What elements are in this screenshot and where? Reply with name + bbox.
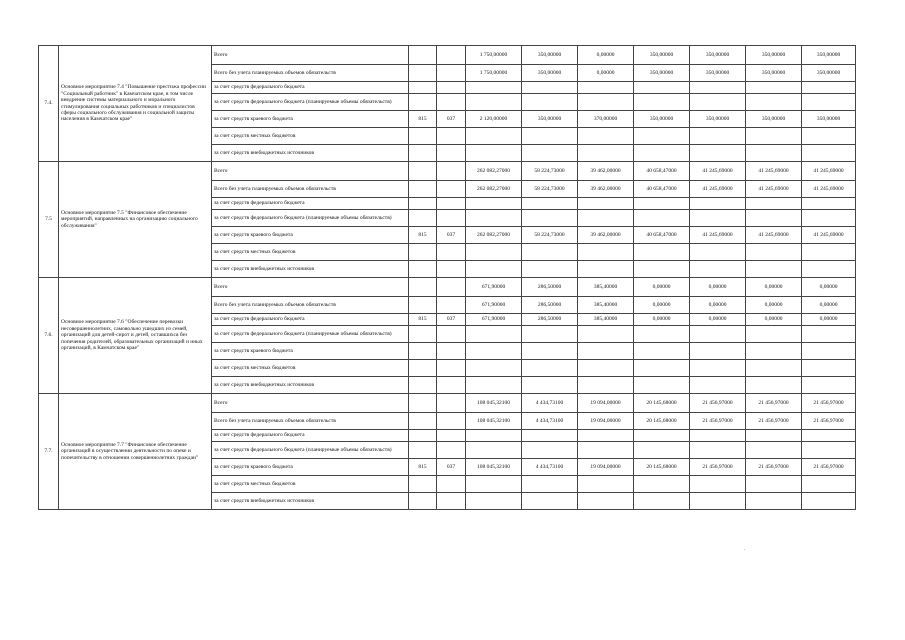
amount-cell [522,128,578,145]
amount-cell: 41 245,69000 [802,181,856,198]
grbs-code: 815 [409,227,437,244]
amount-cell [634,476,690,493]
amount-cell: 108 045,32100 [466,413,522,430]
grbs-code [409,297,437,314]
amount-cell: 350,00000 [522,46,578,65]
amount-cell: 40 658,47000 [634,162,690,181]
section-index: 7.7. [39,394,59,510]
amount-cell: 40 658,47000 [634,227,690,244]
section-code [437,430,466,442]
grbs-code [409,46,437,65]
amount-cell: 21 456,97000 [690,394,746,413]
section-code [437,278,466,297]
section-code: 037 [437,459,466,476]
budget-table [38,45,856,510]
amount-cell: 39 462,00000 [578,162,634,181]
funding-source: за счет средств краевого бюджета [212,227,409,244]
grbs-code [409,493,437,510]
section-code [437,394,466,413]
table-row [39,278,856,297]
amount-cell [522,210,578,227]
section-code [437,65,466,82]
amount-cell: 370,00000 [578,111,634,128]
amount-cell [466,261,522,278]
amount-cell [578,198,634,210]
amount-cell [522,94,578,111]
grbs-code [409,198,437,210]
amount-cell [634,261,690,278]
amount-cell [746,128,802,145]
amount-cell [746,82,802,94]
amount-cell: 350,00000 [690,111,746,128]
amount-cell [746,343,802,360]
amount-cell: 19 094,00000 [578,413,634,430]
amount-cell: 286,50000 [522,278,578,297]
section-code [437,343,466,360]
amount-cell [634,442,690,459]
amount-cell [466,210,522,227]
amount-cell: 39 462,00000 [578,181,634,198]
amount-cell [522,244,578,261]
funding-source: за счет средств местных бюджетов [212,244,409,261]
amount-cell: 671,90000 [466,297,522,314]
amount-cell [522,476,578,493]
amount-cell: 0,00000 [746,278,802,297]
section-code [437,145,466,162]
amount-cell: 671,90000 [466,278,522,297]
amount-cell [802,326,856,343]
amount-cell [634,493,690,510]
amount-cell: 21 456,97000 [690,459,746,476]
amount-cell [690,442,746,459]
amount-cell [690,128,746,145]
amount-cell: 0,00000 [802,278,856,297]
amount-cell [466,343,522,360]
amount-cell [746,476,802,493]
section-code: 037 [437,227,466,244]
amount-cell [690,360,746,377]
amount-cell [578,343,634,360]
amount-cell [578,210,634,227]
amount-cell: 41 245,69000 [690,162,746,181]
amount-cell [690,493,746,510]
amount-cell [522,430,578,442]
funding-source: за счет средств федерального бюджета [212,430,409,442]
amount-cell: 350,00000 [802,46,856,65]
section-code [437,162,466,181]
amount-cell [466,244,522,261]
amount-cell [578,476,634,493]
grbs-code [409,94,437,111]
amount-cell [578,430,634,442]
section-code [437,442,466,459]
section-title: Основное мероприятие 7.4 "Повышение престижа профессии "Социальный работник" в Камчатском крае, в том числе внедрение системы материального и морального стимулирования социальных работников и специалистов сферы социального обслуживания и социальной защиты населения в Камчатском крае" [59,46,212,162]
amount-cell [578,326,634,343]
section-code [437,210,466,227]
section-code [437,198,466,210]
amount-cell: 58 224,73000 [522,227,578,244]
section-code [437,46,466,65]
amount-cell: 0,00000 [746,297,802,314]
amount-cell: 350,00000 [522,65,578,82]
amount-cell: 58 224,73000 [522,162,578,181]
grbs-code [409,162,437,181]
amount-cell: 0,00000 [690,278,746,297]
amount-cell [802,244,856,261]
funding-source: Всего без учета планируемых объемов обязательств [212,181,409,198]
amount-cell [690,261,746,278]
amount-cell [746,210,802,227]
amount-cell [466,145,522,162]
amount-cell [746,442,802,459]
amount-cell [578,360,634,377]
amount-cell [578,145,634,162]
amount-cell [522,343,578,360]
amount-cell: 350,00000 [634,111,690,128]
grbs-code [409,360,437,377]
grbs-code [409,145,437,162]
amount-cell [578,377,634,394]
amount-cell [746,360,802,377]
amount-cell: 21 456,97000 [746,413,802,430]
funding-source: Всего без учета планируемых объемов обязательств [212,413,409,430]
amount-cell [634,360,690,377]
amount-cell [690,94,746,111]
amount-cell [634,377,690,394]
grbs-code [409,394,437,413]
section-code [437,360,466,377]
amount-cell [746,198,802,210]
amount-cell: 39 462,00000 [578,227,634,244]
amount-cell: 19 094,00000 [578,394,634,413]
section-code [437,82,466,94]
grbs-code: 815 [409,314,437,326]
amount-cell [746,377,802,394]
amount-cell: 671,90000 [466,314,522,326]
amount-cell [578,82,634,94]
grbs-code [409,442,437,459]
amount-cell: 350,00000 [746,46,802,65]
amount-cell: 286,50000 [522,314,578,326]
grbs-code [409,278,437,297]
grbs-code [409,244,437,261]
amount-cell: 350,00000 [746,111,802,128]
section-code [437,181,466,198]
funding-source: за счет средств федерального бюджета [212,82,409,94]
funding-source: за счет средств местных бюджетов [212,360,409,377]
amount-cell: 0,00000 [690,314,746,326]
amount-cell [522,82,578,94]
amount-cell: 350,00000 [634,65,690,82]
amount-cell: 350,00000 [690,46,746,65]
amount-cell: 108 045,32100 [466,459,522,476]
amount-cell [802,82,856,94]
section-code [437,493,466,510]
grbs-code [409,377,437,394]
section-code [437,377,466,394]
amount-cell [690,377,746,394]
amount-cell: 20 145,68000 [634,413,690,430]
amount-cell [690,343,746,360]
section-code [437,261,466,278]
amount-cell: 385,40000 [578,314,634,326]
section-code [437,244,466,261]
amount-cell: 262 082,27000 [466,227,522,244]
amount-cell: 0,00000 [802,314,856,326]
amount-cell [578,493,634,510]
funding-source: за счет средств федерального бюджета [212,198,409,210]
section-code [437,413,466,430]
amount-cell [578,261,634,278]
section-code [437,476,466,493]
amount-cell: 41 245,69000 [690,181,746,198]
amount-cell [690,326,746,343]
amount-cell: 19 094,00000 [578,459,634,476]
amount-cell [634,326,690,343]
grbs-code [409,82,437,94]
amount-cell: 385,40000 [578,297,634,314]
funding-source: за счет средств федерального бюджета [212,314,409,326]
amount-cell [466,94,522,111]
funding-source: за счет средств федерального бюджета (планируемые объемы обязательств) [212,210,409,227]
grbs-code [409,326,437,343]
grbs-code [409,210,437,227]
amount-cell [802,360,856,377]
amount-cell [690,210,746,227]
amount-cell: 0,00000 [634,278,690,297]
amount-cell [466,326,522,343]
amount-cell [522,493,578,510]
table-row [39,162,856,181]
amount-cell: 350,00000 [802,111,856,128]
amount-cell [690,476,746,493]
amount-cell: 350,00000 [690,65,746,82]
amount-cell: 0,00000 [578,46,634,65]
amount-cell [522,261,578,278]
amount-cell [802,377,856,394]
grbs-code [409,65,437,82]
amount-cell [522,377,578,394]
amount-cell [746,94,802,111]
grbs-code [409,413,437,430]
document-sheet [38,45,856,510]
grbs-code [409,430,437,442]
amount-cell [802,493,856,510]
amount-cell [466,377,522,394]
section-index: 7.4. [39,46,59,162]
section-code [437,297,466,314]
amount-cell [634,210,690,227]
grbs-code [409,476,437,493]
amount-cell: 350,00000 [522,111,578,128]
amount-cell [690,145,746,162]
grbs-code [409,261,437,278]
funding-source: за счет средств внебюджетных источников [212,493,409,510]
amount-cell: 41 245,69000 [746,181,802,198]
amount-cell [690,244,746,261]
funding-source: за счет средств краевого бюджета [212,111,409,128]
amount-cell: 21 456,97000 [802,413,856,430]
funding-source: Всего [212,46,409,65]
amount-cell: 0,00000 [634,297,690,314]
amount-cell: 286,50000 [522,297,578,314]
amount-cell: 4 434,73100 [522,413,578,430]
amount-cell: 1 750,00000 [466,65,522,82]
amount-cell [746,145,802,162]
amount-cell: 21 456,97000 [802,459,856,476]
amount-cell [634,343,690,360]
funding-source: за счет средств краевого бюджета [212,459,409,476]
amount-cell [690,82,746,94]
funding-source: за счет средств федерального бюджета (планируемые объемы обязательств) [212,94,409,111]
amount-cell: 2 120,00000 [466,111,522,128]
amount-cell [746,430,802,442]
amount-cell [802,261,856,278]
amount-cell [522,360,578,377]
budget-table-body [39,46,856,510]
amount-cell [634,82,690,94]
amount-cell: 41 245,69000 [802,227,856,244]
amount-cell [634,244,690,261]
grbs-code: 815 [409,111,437,128]
section-code: 037 [437,111,466,128]
amount-cell: 0,00000 [746,314,802,326]
amount-cell: 1 750,00000 [466,46,522,65]
amount-cell [466,442,522,459]
amount-cell [522,198,578,210]
amount-cell [578,128,634,145]
amount-cell [578,244,634,261]
funding-source: Всего [212,394,409,413]
grbs-code [409,343,437,360]
amount-cell [466,198,522,210]
amount-cell: 41 245,69000 [746,162,802,181]
amount-cell: 262 082,27000 [466,181,522,198]
amount-cell [746,244,802,261]
amount-cell [802,128,856,145]
amount-cell [802,210,856,227]
amount-cell [690,430,746,442]
amount-cell [634,430,690,442]
funding-source: за счет средств внебюджетных источников [212,145,409,162]
amount-cell [522,326,578,343]
grbs-code [409,128,437,145]
amount-cell: 20 145,68000 [634,459,690,476]
amount-cell [746,326,802,343]
amount-cell: 0,00000 [690,297,746,314]
grbs-code [409,181,437,198]
funding-source: за счет средств местных бюджетов [212,128,409,145]
amount-cell [746,261,802,278]
amount-cell: 4 434,73100 [522,394,578,413]
funding-source: за счет средств федерального бюджета (планируемые объемы обязательств) [212,442,409,459]
section-code [437,326,466,343]
amount-cell [522,145,578,162]
amount-cell [690,198,746,210]
amount-cell [634,94,690,111]
amount-cell: 4 434,73100 [522,459,578,476]
amount-cell [466,82,522,94]
section-code [437,128,466,145]
funding-source: Всего [212,278,409,297]
funding-source: за счет средств федерального бюджета (планируемые объемы обязательств) [212,326,409,343]
amount-cell [466,476,522,493]
amount-cell: 21 456,97000 [746,459,802,476]
funding-source: за счет средств местных бюджетов [212,476,409,493]
section-title: Основное мероприятие 7.5 "Финансовое обеспечение мероприятий, направленных на организацию социального обслуживания" [59,162,212,278]
table-row [39,394,856,413]
funding-source: за счет средств краевого бюджета [212,343,409,360]
amount-cell [466,493,522,510]
funding-source: Всего без учета планируемых объемов обязательств [212,65,409,82]
amount-cell [578,442,634,459]
amount-cell: 385,40000 [578,278,634,297]
amount-cell: 350,00000 [746,65,802,82]
amount-cell [466,360,522,377]
funding-source: Всего [212,162,409,181]
section-index: 7.5 [39,162,59,278]
amount-cell [802,94,856,111]
grbs-code: 815 [409,459,437,476]
amount-cell: 0,00000 [802,297,856,314]
amount-cell: 108 045,32100 [466,394,522,413]
table-row [39,46,856,65]
amount-cell [578,94,634,111]
amount-cell: 0,00000 [634,314,690,326]
amount-cell [466,430,522,442]
amount-cell: 350,00000 [634,46,690,65]
section-title: Основное мероприятие 7.6 "Обеспечение перевозки несовершеннолетних, самовольно ушедших из семей, организаций для детей-сирот и детей, оставшихся без попечения родителей, образовательных организаций и иных организаций, в Камчатском крае" [59,278,212,394]
section-code: 037 [437,314,466,326]
section-index: 7.6. [39,278,59,394]
amount-cell: 20 145,68000 [634,394,690,413]
section-title: Основное мероприятие 7.7 "Финансовое обеспечение организаций в осуществлении деятельности по опеке и попечительству в отношении совершеннолетних граждан" [59,394,212,510]
amount-cell [802,198,856,210]
amount-cell [802,476,856,493]
amount-cell [522,442,578,459]
funding-source: за счет средств внебюджетных источников [212,261,409,278]
amount-cell: 21 456,97000 [690,413,746,430]
funding-source: за счет средств внебюджетных источников [212,377,409,394]
scan-mark: . [744,546,746,552]
amount-cell: 41 245,69000 [802,162,856,181]
amount-cell: 0,00000 [578,65,634,82]
amount-cell [802,145,856,162]
amount-cell: 350,00000 [802,65,856,82]
amount-cell: 40 658,47000 [634,181,690,198]
amount-cell [802,442,856,459]
amount-cell [634,198,690,210]
amount-cell: 21 456,97000 [746,394,802,413]
amount-cell: 58 224,73000 [522,181,578,198]
amount-cell [746,493,802,510]
funding-source: Всего без учета планируемых объемов обязательств [212,297,409,314]
amount-cell [466,128,522,145]
amount-cell [802,343,856,360]
amount-cell: 262 082,27000 [466,162,522,181]
amount-cell: 41 245,69000 [690,227,746,244]
section-code [437,94,466,111]
amount-cell: 21 456,97000 [802,394,856,413]
amount-cell [634,145,690,162]
amount-cell: 41 245,69000 [746,227,802,244]
amount-cell [802,430,856,442]
amount-cell [634,128,690,145]
